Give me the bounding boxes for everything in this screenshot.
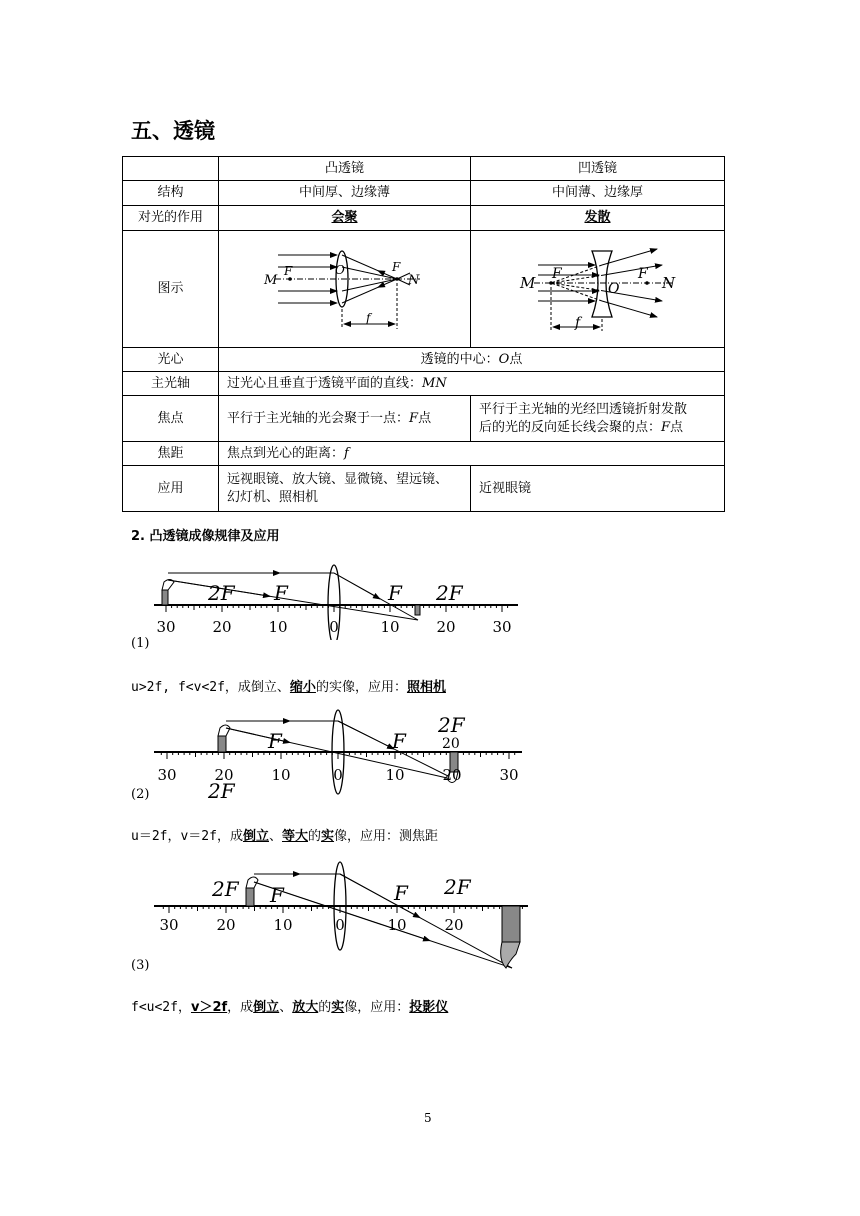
label-2F-left: 2F (208, 779, 235, 803)
case1-caption (131, 676, 446, 695)
table-row-application (123, 466, 725, 512)
label-N: N (661, 274, 675, 292)
tick-label: 20 (444, 916, 464, 934)
label-O: O (607, 281, 619, 297)
row-label-focal-length: 焦距 (123, 442, 219, 466)
lens-comparison-table (122, 156, 725, 512)
label-F-left: F (283, 264, 292, 278)
tick-label: 20 (212, 618, 232, 636)
optical-center-suffix: 点 (509, 351, 523, 367)
row-label-effect: 对光的作用 (123, 206, 219, 231)
label-f: f (574, 315, 580, 331)
case3-caption-emphasis-3: 放大 (292, 1000, 319, 1015)
table-row-optical-center (123, 348, 725, 372)
tick-label: 20 (216, 916, 236, 934)
table-row-focus (123, 396, 725, 442)
table-row-principal-axis (123, 372, 725, 396)
label-2F-left: 2F (212, 877, 239, 901)
tick-label: 10 (380, 618, 400, 636)
header-convex: 凸透镜 (219, 157, 471, 181)
tick-label: 20 (442, 766, 462, 784)
tick-labels (156, 618, 511, 636)
case2-diagram (150, 706, 530, 806)
case3-caption-emphasis-5: 投影仪 (409, 1000, 449, 1015)
row-label-structure: 结构 (123, 181, 219, 206)
concave-focus-line2-text: 后的光的反向延长线会聚的点： (479, 419, 662, 435)
concave-focus-suffix: 点 (670, 419, 684, 435)
convex-application (219, 466, 471, 512)
case3-caption-emphasis-2: 倒立 (253, 1000, 280, 1015)
principal-axis-value (219, 372, 725, 396)
convex-effect-text: 会聚 (331, 210, 358, 225)
table-row-focal-length (123, 442, 725, 466)
case2-caption (131, 825, 438, 844)
table-row-effect (123, 206, 725, 231)
case2-caption-prefix: u＝2f，v＝2f，成 (131, 829, 243, 844)
label-M: M (263, 273, 277, 288)
label-2F-right: 2F (438, 713, 465, 737)
tick-label: 20 (436, 618, 456, 636)
optical-center-value (219, 348, 725, 372)
optical-center-symbol: O (498, 351, 510, 367)
concave-focus (471, 396, 725, 442)
case1-label: (1) (131, 636, 150, 651)
tick-label: 10 (268, 618, 288, 636)
row-label-optical-center: 光心 (123, 348, 219, 372)
label-O: O (334, 263, 345, 277)
case3-caption-mid-2: 像，应用： (344, 1000, 410, 1015)
tick-label: 20 (214, 766, 234, 784)
case3-caption (131, 996, 448, 1015)
case2-caption-emphasis-3: 实 (321, 829, 335, 844)
case1-caption-emphasis-2: 照相机 (406, 680, 446, 695)
case1-caption-prefix: u>2f, f<v<2f，成倒立、 (131, 680, 290, 695)
convex-structure: 中间厚、边缘薄 (219, 181, 471, 206)
case2-label: (2) (131, 787, 150, 802)
label-2F-left: 2F (208, 581, 235, 605)
concave-effect (471, 206, 725, 231)
focal-length-symbol: f (344, 445, 349, 461)
concave-application: 近视眼镜 (471, 466, 725, 512)
table-header-row (123, 157, 725, 181)
ruler-ticks (166, 605, 508, 612)
tick-label: 10 (387, 916, 407, 934)
optical-center-text: 透镜的中心： (420, 351, 499, 367)
case1-caption-emphasis-1: 缩小 (289, 680, 316, 695)
tick-label: 10 (271, 766, 291, 784)
label-F-right: F (637, 266, 648, 282)
case3-label: (3) (131, 958, 150, 973)
convex-effect (219, 206, 471, 231)
header-concave: 凹透镜 (471, 157, 725, 181)
focal-length-value (219, 442, 725, 466)
case2-caption-emphasis-2: 等大 (282, 829, 309, 844)
principal-axis-symbol: MN (422, 375, 447, 391)
case2-caption-suffix: 像，应用：测焦距 (334, 829, 439, 844)
row-label-figure: 图示 (123, 231, 219, 348)
tick-label: 30 (499, 766, 519, 784)
label-2F-right: 2F (436, 581, 463, 605)
page-number: 5 (424, 1111, 432, 1125)
tick-label: 10 (273, 916, 293, 934)
tick-label: 0 (335, 916, 345, 934)
case1-diagram (150, 560, 530, 640)
concave-focus-symbol: F (661, 419, 671, 435)
convex-focus-text: 平行于主光轴的光会聚于一点： (227, 410, 410, 426)
case3-caption-sep-2: 、 (279, 1000, 293, 1015)
case3-caption-emphasis-4: 实 (331, 1000, 345, 1015)
label-f: f (365, 311, 370, 325)
tick-label: 10 (385, 766, 405, 784)
tick-label: 0 (333, 766, 343, 784)
label-F-left: F (268, 729, 282, 753)
case3-caption-mid: 的 (318, 1000, 332, 1015)
section-title: 五、透镜 (131, 119, 215, 143)
concave-lens-diagram (472, 231, 724, 341)
table-row-structure (123, 181, 725, 206)
convex-application-line2: 幻灯机、照相机 (227, 489, 319, 505)
row-label-application: 应用 (123, 466, 219, 512)
case3-diagram (150, 856, 534, 976)
case3-caption-sep-1: ，成 (227, 1000, 254, 1015)
convex-application-line1: 远视眼镜、放大镜、显微镜、望远镜、 (227, 471, 449, 487)
convex-focus (219, 396, 471, 442)
label-N: N (407, 273, 419, 288)
label-F-right: F (392, 729, 406, 753)
concave-focus-line2 (479, 419, 718, 437)
convex-figure-cell (219, 231, 471, 348)
case2-caption-mid: 的 (308, 829, 322, 844)
tick-label: 30 (159, 916, 179, 934)
convex-focus-suffix: 点 (418, 410, 432, 426)
tick-label: 30 (157, 766, 177, 784)
concave-effect-text: 发散 (584, 210, 611, 225)
case3-caption-emphasis-1: v＞2f (190, 1000, 228, 1015)
label-M: M (519, 274, 535, 292)
label-F-left: F (551, 266, 562, 282)
principal-axis-text: 过光心且垂直于透镜平面的直线： (227, 375, 423, 391)
concave-focus-line1: 平行于主光轴的光经凹透镜折射发散 (479, 401, 688, 417)
convex-focus-symbol: F (409, 410, 419, 426)
row-label-principal-axis: 主光轴 (123, 372, 219, 396)
header-empty-cell (123, 157, 219, 181)
tick-label: 0 (329, 618, 339, 636)
convex-lens-diagram (220, 231, 470, 341)
tick-label: 30 (492, 618, 512, 636)
label-2F-right: 2F (444, 875, 471, 899)
label-F-right: F (394, 881, 408, 905)
case2-caption-emphasis-1: 倒立 (242, 829, 269, 844)
label-20-above: 20 (442, 736, 460, 752)
case3-caption-prefix: f<u<2f， (131, 1000, 191, 1015)
tick-labels (159, 916, 463, 934)
row-label-focus: 焦点 (123, 396, 219, 442)
subheading-imaging-rules: 2. 凸透镜成像规律及应用 (131, 529, 280, 544)
label-F-left: F (274, 581, 288, 605)
case2-caption-sep: 、 (268, 829, 282, 844)
case1-caption-mid: 的实像，应用： (315, 680, 407, 695)
focal-length-text: 焦点到光心的距离： (227, 445, 345, 461)
label-F-right: F (391, 260, 400, 274)
label-F-right: F (388, 581, 402, 605)
table-row-figure (123, 231, 725, 348)
tick-label: 30 (156, 618, 176, 636)
concave-structure: 中间薄、边缘厚 (471, 181, 725, 206)
label-F-left: F (270, 883, 284, 907)
concave-figure-cell (471, 231, 725, 348)
